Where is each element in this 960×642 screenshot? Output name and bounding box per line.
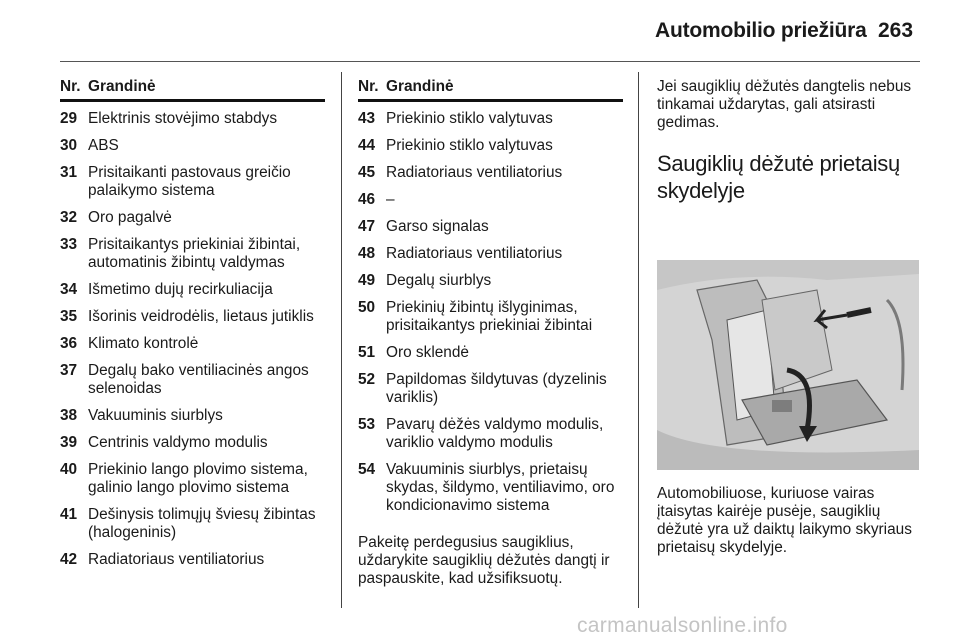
fuse-number: 49: [358, 272, 376, 289]
fuse-number: 51: [358, 344, 376, 361]
fuse-number: 32: [60, 209, 78, 226]
fuse-number: 33: [60, 236, 78, 253]
figure-caption: Automobiliuose, kuriuose vairas įtaisytas kairėje pusėje, saugiklių dėžutė yra už daiktų laikymo skyriaus prietaisų skydelyje.: [657, 485, 912, 556]
table-row: [358, 371, 623, 407]
fuse-box-illustration: [657, 260, 919, 470]
fuse-number: 53: [358, 416, 376, 433]
table-row: [358, 416, 623, 452]
fuse-number: 41: [60, 506, 78, 523]
fuse-number: 40: [60, 461, 78, 478]
table-row: [60, 308, 325, 326]
table-row: [60, 236, 325, 272]
table-row: [60, 164, 325, 200]
fuse-table-left: [60, 78, 325, 569]
table-header: [60, 78, 325, 102]
header-circuit: Grandinė: [88, 78, 156, 95]
table-row: [60, 335, 325, 353]
fuse-circuit: Pavarų dėžės valdymo modulis, variklio valdymo modulis: [386, 416, 604, 451]
page-header-title: Automobilio priežiūra: [655, 19, 867, 42]
fuse-number: 54: [358, 461, 376, 478]
table-row: [60, 209, 325, 227]
table-row: [60, 281, 325, 299]
page-number: 263: [878, 19, 914, 42]
table-row: [358, 245, 623, 263]
fuse-circuit: Papildomas šildytuvas (dyzelinis variklis): [386, 371, 607, 406]
fuse-circuit: Priekinio lango plovimo sistema, galinio lango plovimo sistema: [88, 461, 308, 496]
fuse-circuit: Priekinių žibintų išlyginimas, prisitaikantys priekiniai žibintai: [386, 299, 593, 334]
header-divider: [60, 61, 920, 62]
table-row: [358, 461, 623, 515]
table-row: [60, 434, 325, 452]
table-row: [358, 344, 623, 362]
fuse-circuit: Oro pagalvė: [88, 209, 172, 226]
table-row: [60, 551, 325, 569]
fuse-circuit: Centrinis valdymo modulis: [88, 434, 268, 451]
table-row: [358, 218, 623, 236]
fuse-number: 29: [60, 110, 78, 127]
fuse-number: 36: [60, 335, 78, 352]
fuse-circuit: Klimato kontrolė: [88, 335, 199, 352]
fuse-circuit: Priekinio stiklo valytuvas: [386, 110, 553, 127]
table-row: [60, 506, 325, 542]
fuse-number: 45: [358, 164, 376, 181]
table-row: [358, 191, 623, 209]
fuse-number: 46: [358, 191, 376, 208]
fuse-circuit: Prisitaikanti pastovaus greičio palaikymo sistema: [88, 164, 291, 199]
intro-paragraph: Jei saugiklių dėžutės dangtelis nebus tinkamai uždarytas, gali atsirasti gedimas.: [657, 78, 912, 131]
fuse-circuit: Vakuuminis siurblys: [88, 407, 223, 424]
fuse-circuit: ABS: [88, 137, 119, 154]
header-circuit: Grandinė: [386, 78, 454, 95]
table-row: [358, 110, 623, 128]
table-row: [358, 164, 623, 182]
fuse-table-right: [358, 78, 623, 588]
table-row: [60, 110, 325, 128]
fuse-circuit: Priekinio stiklo valytuvas: [386, 137, 553, 154]
table-row: [358, 299, 623, 335]
fuse-circuit: Vakuuminis siurblys, prietaisų skydas, šildymo, ventiliavimo, oro kondicionavimo sistema: [386, 461, 615, 514]
section-title: Saugiklių dėžutė prietaisų skydelyje: [657, 151, 900, 203]
fuse-number: 43: [358, 110, 376, 127]
table-row: [60, 362, 325, 398]
table-row: [60, 137, 325, 155]
fuse-number: 52: [358, 371, 376, 388]
column-divider-1: [341, 72, 342, 608]
watermark: carmanualsonline.info: [577, 614, 788, 637]
fuse-number: 34: [60, 281, 78, 298]
header-number: Nr.: [60, 78, 81, 95]
fuse-circuit: Prisitaikantys priekiniai žibintai, automatinis žibintų valdymas: [88, 236, 301, 271]
fuse-number: 37: [60, 362, 78, 379]
column-divider-2: [638, 72, 639, 608]
fuse-circuit: Garso signalas: [386, 218, 489, 235]
fuse-circuit: Oro sklendė: [386, 344, 469, 361]
fuse-number: 31: [60, 164, 78, 181]
fuse-replacement-note: Pakeitę perdegusius saugiklius, uždarykite saugiklių dėžutės dangtį ir paspauskite, kad užsifiksuotų.: [358, 534, 610, 587]
right-column: [657, 78, 922, 204]
table-row: [60, 461, 325, 497]
fuse-circuit: Radiatoriaus ventiliatorius: [88, 551, 265, 568]
fuse-number: 30: [60, 137, 78, 154]
fuse-number: 38: [60, 407, 78, 424]
fuse-number: 50: [358, 299, 376, 316]
fuse-number: 42: [60, 551, 78, 568]
fuse-circuit: Radiatoriaus ventiliatorius: [386, 164, 563, 181]
fuse-number: 47: [358, 218, 376, 235]
fuse-number: 44: [358, 137, 376, 154]
table-row: [358, 137, 623, 155]
fuse-circuit: Degalų siurblys: [386, 272, 492, 289]
fuse-circuit: Radiatoriaus ventiliatorius: [386, 245, 563, 262]
table-row: [358, 272, 623, 290]
table-header: [358, 78, 623, 102]
fuse-number: 39: [60, 434, 78, 451]
header-number: Nr.: [358, 78, 379, 95]
fuse-circuit: Degalų bako ventiliacinės angos selenoidas: [88, 362, 309, 397]
fuse-number: 48: [358, 245, 376, 262]
fuse-circuit: Išorinis veidrodėlis, lietaus jutiklis: [88, 308, 314, 325]
fuse-number: 35: [60, 308, 78, 325]
fuse-circuit: –: [386, 191, 395, 208]
fuse-circuit: Elektrinis stovėjimo stabdys: [88, 110, 278, 127]
fuse-circuit: Dešinysis tolimųjų šviesų žibintas (halogeninis): [88, 506, 316, 541]
fuse-circuit: Išmetimo dujų recirkuliacija: [88, 281, 273, 298]
table-row: [60, 407, 325, 425]
